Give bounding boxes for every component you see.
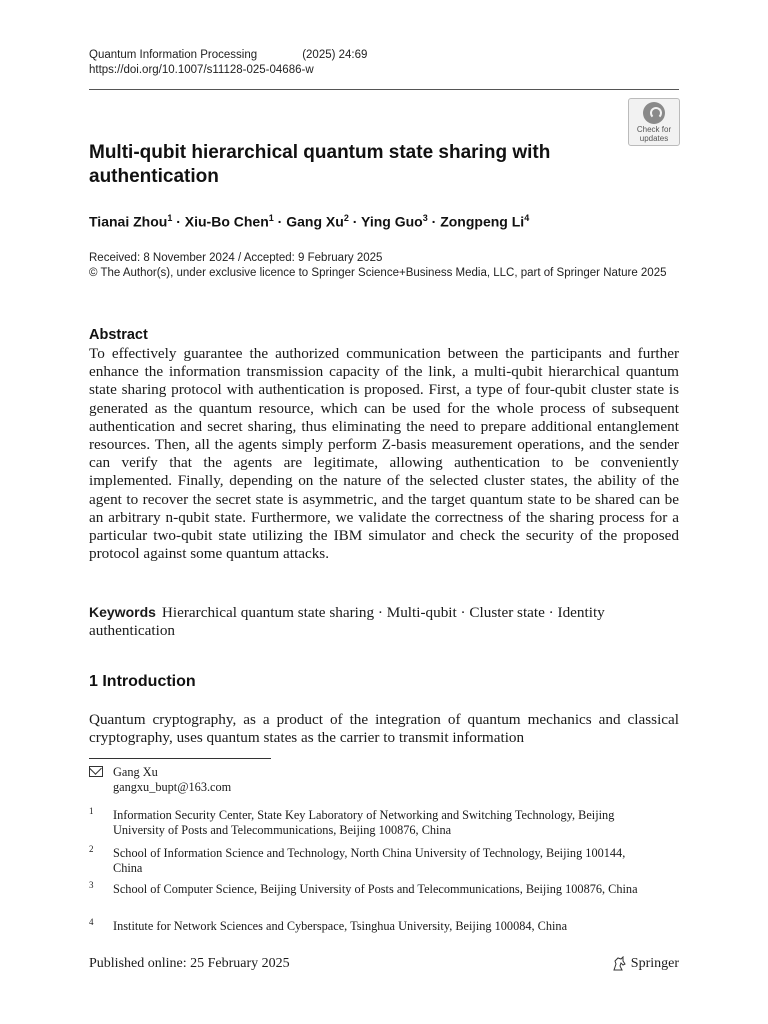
journal-header (89, 48, 367, 78)
contact-email[interactable]: gangxu_bupt@163.com (113, 780, 232, 794)
paper-title: Multi-qubit hierarchical quantum state sharing with authentication (89, 142, 551, 187)
affiliation-number: 1 (89, 806, 94, 816)
received-accepted: Received: 8 November 2024 / Accepted: 9 February 2025 (89, 252, 383, 264)
author-affiliation-mark: 1 (167, 213, 173, 223)
header-rule (89, 89, 679, 90)
contact-name: Gang Xu (113, 765, 158, 779)
author-affiliation-mark: 4 (524, 213, 530, 223)
copyright-notice: © The Author(s), under exclusive licence to Springer Science+Business Media, LLC, part of Springer Nature 2025 (89, 267, 667, 279)
footnote-rule (89, 758, 271, 759)
author-name[interactable]: Zongpeng Li (440, 213, 525, 230)
introduction-text: Quantum cryptography, as a product of the integration of quantum mechanics and classical cryptography, uses quantum states as the carrier to transmit information (89, 711, 679, 747)
publisher-name: Springer (630, 956, 679, 971)
affiliation-number: 4 (89, 917, 94, 927)
doi-link[interactable]: https://doi.org/10.1007/s11128-025-04686-w (89, 64, 314, 76)
affiliation-text: School of Computer Science, Beijing University of Posts and Telecommunications, Beijing 100876, China (113, 882, 638, 896)
envelope-icon (89, 766, 103, 777)
author-name[interactable]: Tianai Zhou (89, 213, 168, 230)
paper-page (89, 0, 679, 1024)
abstract-heading: Abstract (89, 327, 148, 343)
author-list: Tianai Zhou$^1$ · Xiu-Bo Chen$^1$ · Gang $Xu^2$ · Ying Guo$^3$ · Zongpeng Li$^4$ (89, 213, 530, 230)
author-name[interactable]: Ying Guo (361, 213, 423, 230)
published-online: Published online: 25 February 2025 (89, 956, 290, 971)
journal-name: Quantum Information Processing (89, 49, 258, 61)
check-for-updates-line2: updates (639, 134, 669, 143)
check-for-updates-icon (643, 102, 665, 124)
affiliation-number: 3 (89, 880, 94, 890)
author-name[interactable]: Gang Xu (286, 213, 344, 230)
author-affiliation-mark: 3 (422, 213, 428, 223)
affiliation-text: Information Security Center, State Key Laboratory of Networking and Switching Technology, Beijing University of Posts and Telecommunications, Beijing 100876, China (113, 808, 615, 837)
springer-horse-icon (611, 956, 627, 972)
abstract-text: To effectively guarantee the authorized communication between the participants and further enhance the information transmission capacity of the link, a multi-qubit hierarchical quantum state sharing protocol with authentication is proposed. First, a type of four-qubit cluster state is generated as the quantum resource, which can be used for the whole process of subsequent authentication and secret sharing, thus eliminating the need to prepare additional entanglement resources. Then, all the agents simply perform Z-basis measurement operations, and the sender can verify that the agents are legitimate, allowing authentication to be conveniently implemented. Finally, depending on the nature of the selected cluster states, the ability of the agent to recover the secret state is asymmetric, and the target quantum state to be shared can be an arbitrary n-qubit state. Furthermore, we validate the correctness of the sharing process for a particular two-qubit state utilizing the IBM simulator and check the security of the proposed protocol against some quantum attacks. (89, 345, 679, 563)
journal-volume: (2025) 24:69 (302, 49, 368, 61)
affiliation-text: School of Information Science and Technology, North China University of Technology, Beijing 100144, China (113, 846, 626, 875)
author-name[interactable]: Xiu-Bo Chen (184, 213, 269, 230)
keywords-text: Hierarchical quantum state sharing · Multi-qubit · Cluster state · Identity authentication (89, 604, 605, 640)
affiliation-text: Institute for Network Sciences and Cyberspace, Tsinghua University, Beijing 100084, China (113, 919, 568, 933)
keywords-heading: Keywords (89, 604, 156, 620)
author-affiliation-mark: 2 (343, 213, 349, 223)
publication-dates (89, 251, 679, 281)
check-for-updates-badge[interactable] (628, 98, 680, 146)
keywords (89, 603, 679, 640)
check-for-updates-line1: Check for (636, 125, 672, 134)
section-heading: 1 Introduction (89, 673, 196, 690)
publisher-logo[interactable] (611, 956, 679, 972)
author-affiliation-mark: 1 (268, 213, 274, 223)
affiliation-number: 2 (89, 844, 94, 854)
